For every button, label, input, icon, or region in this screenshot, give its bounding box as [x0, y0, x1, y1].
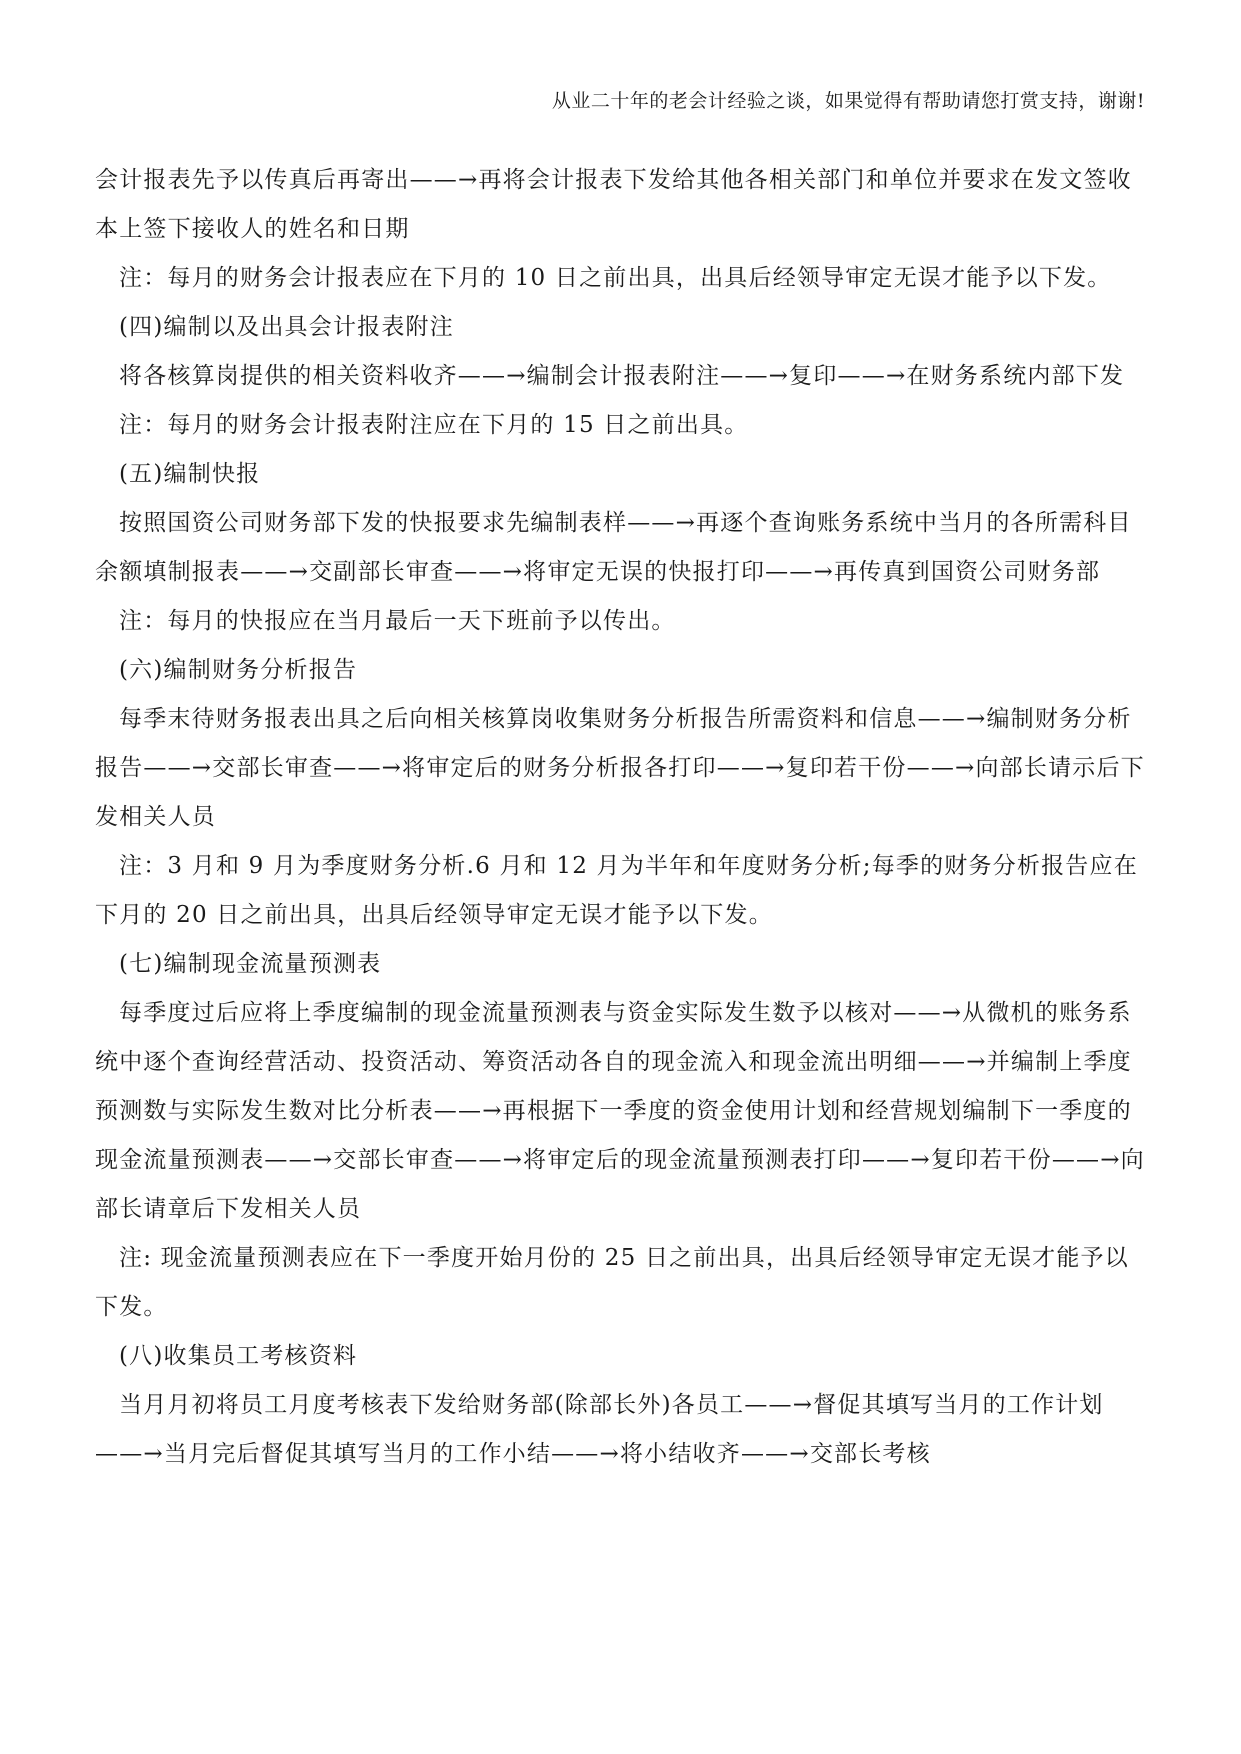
document-body [95, 156, 1147, 1479]
note-analysis-deadline: 注：3 月和 9 月为季度财务分析.6 月和 12 月为半年和年度财务分析;每季的财务分析报告应在下月的 20 日之前出具，出具后经领导审定无误才能予以下发。 [95, 853, 1138, 928]
paragraph-cashflow-process: 每季度过后应将上季度编制的现金流量预测表与资金实际发生数予以核对——→从微机的账务系统中逐个查询经营活动、投资活动、筹资活动各自的现金流入和现金流出明细——→并编制上季度预测数与实际发生数对比分析表——→再根据下一季度的资金使用计划和经营规划编制下一季度的现金流量预测表——→交部长审查——→将审定后的现金流量预测表打印——→复印若干份——→向部长请章后下发相关人员 [95, 1000, 1145, 1222]
paragraph-notes-process: 将各核算岗提供的相关资料收齐——→编制会计报表附注——→复印——→在财务系统内部下发 [119, 363, 1125, 389]
paragraph-flash-report-process: 按照国资公司财务部下发的快报要求先编制表样——→再逐个查询账务系统中当月的各所需科目余额填制报表——→交副部长审查——→将审定无误的快报打印——→再传真到国资公司财务部 [95, 510, 1132, 585]
note-flash-report-deadline: 注：每月的快报应在当月最后一天下班前予以传出。 [119, 608, 676, 634]
section-heading-7: (七)编制现金流量预测表 [119, 951, 382, 977]
note-notes-deadline: 注：每月的财务会计报表附注应在下月的 15 日之前出具。 [119, 412, 749, 438]
section-heading-6: (六)编制财务分析报告 [119, 657, 358, 683]
note-report-deadline: 注：每月的财务会计报表应在下月的 10 日之前出具，出具后经领导审定无误才能予以下发。 [119, 265, 1112, 291]
note-cashflow-deadline: 注: 现金流量预测表应在下一季度开始月份的 25 日之前出具，出具后经领导审定无误才能予以下发。 [95, 1245, 1129, 1320]
paragraph-appraisal-process: 当月月初将员工月度考核表下发给财务部(除部长外)各员工——→督促其填写当月的工作计划——→当月完后督促其填写当月的工作小结——→将小结收齐——→交部长考核 [95, 1392, 1104, 1467]
section-heading-5: (五)编制快报 [119, 461, 261, 487]
section-heading-8: (八)收集员工考核资料 [119, 1343, 358, 1369]
header-note: 从业二十年的老会计经验之谈，如果觉得有帮助请您打赏支持，谢谢! [551, 90, 1145, 112]
paragraph-report-dispatch: 会计报表先予以传真后再寄出——→再将会计报表下发给其他各相关部门和单位并要求在发文签收本上签下接收人的姓名和日期 [95, 167, 1132, 242]
paragraph-analysis-process: 每季末待财务报表出具之后向相关核算岗收集财务分析报告所需资料和信息——→编制财务分析报告——→交部长审查——→将审定后的财务分析报各打印——→复印若干份——→向部长请示后下发相关人员 [95, 706, 1145, 830]
section-heading-4: (四)编制以及出具会计报表附注 [119, 314, 454, 340]
